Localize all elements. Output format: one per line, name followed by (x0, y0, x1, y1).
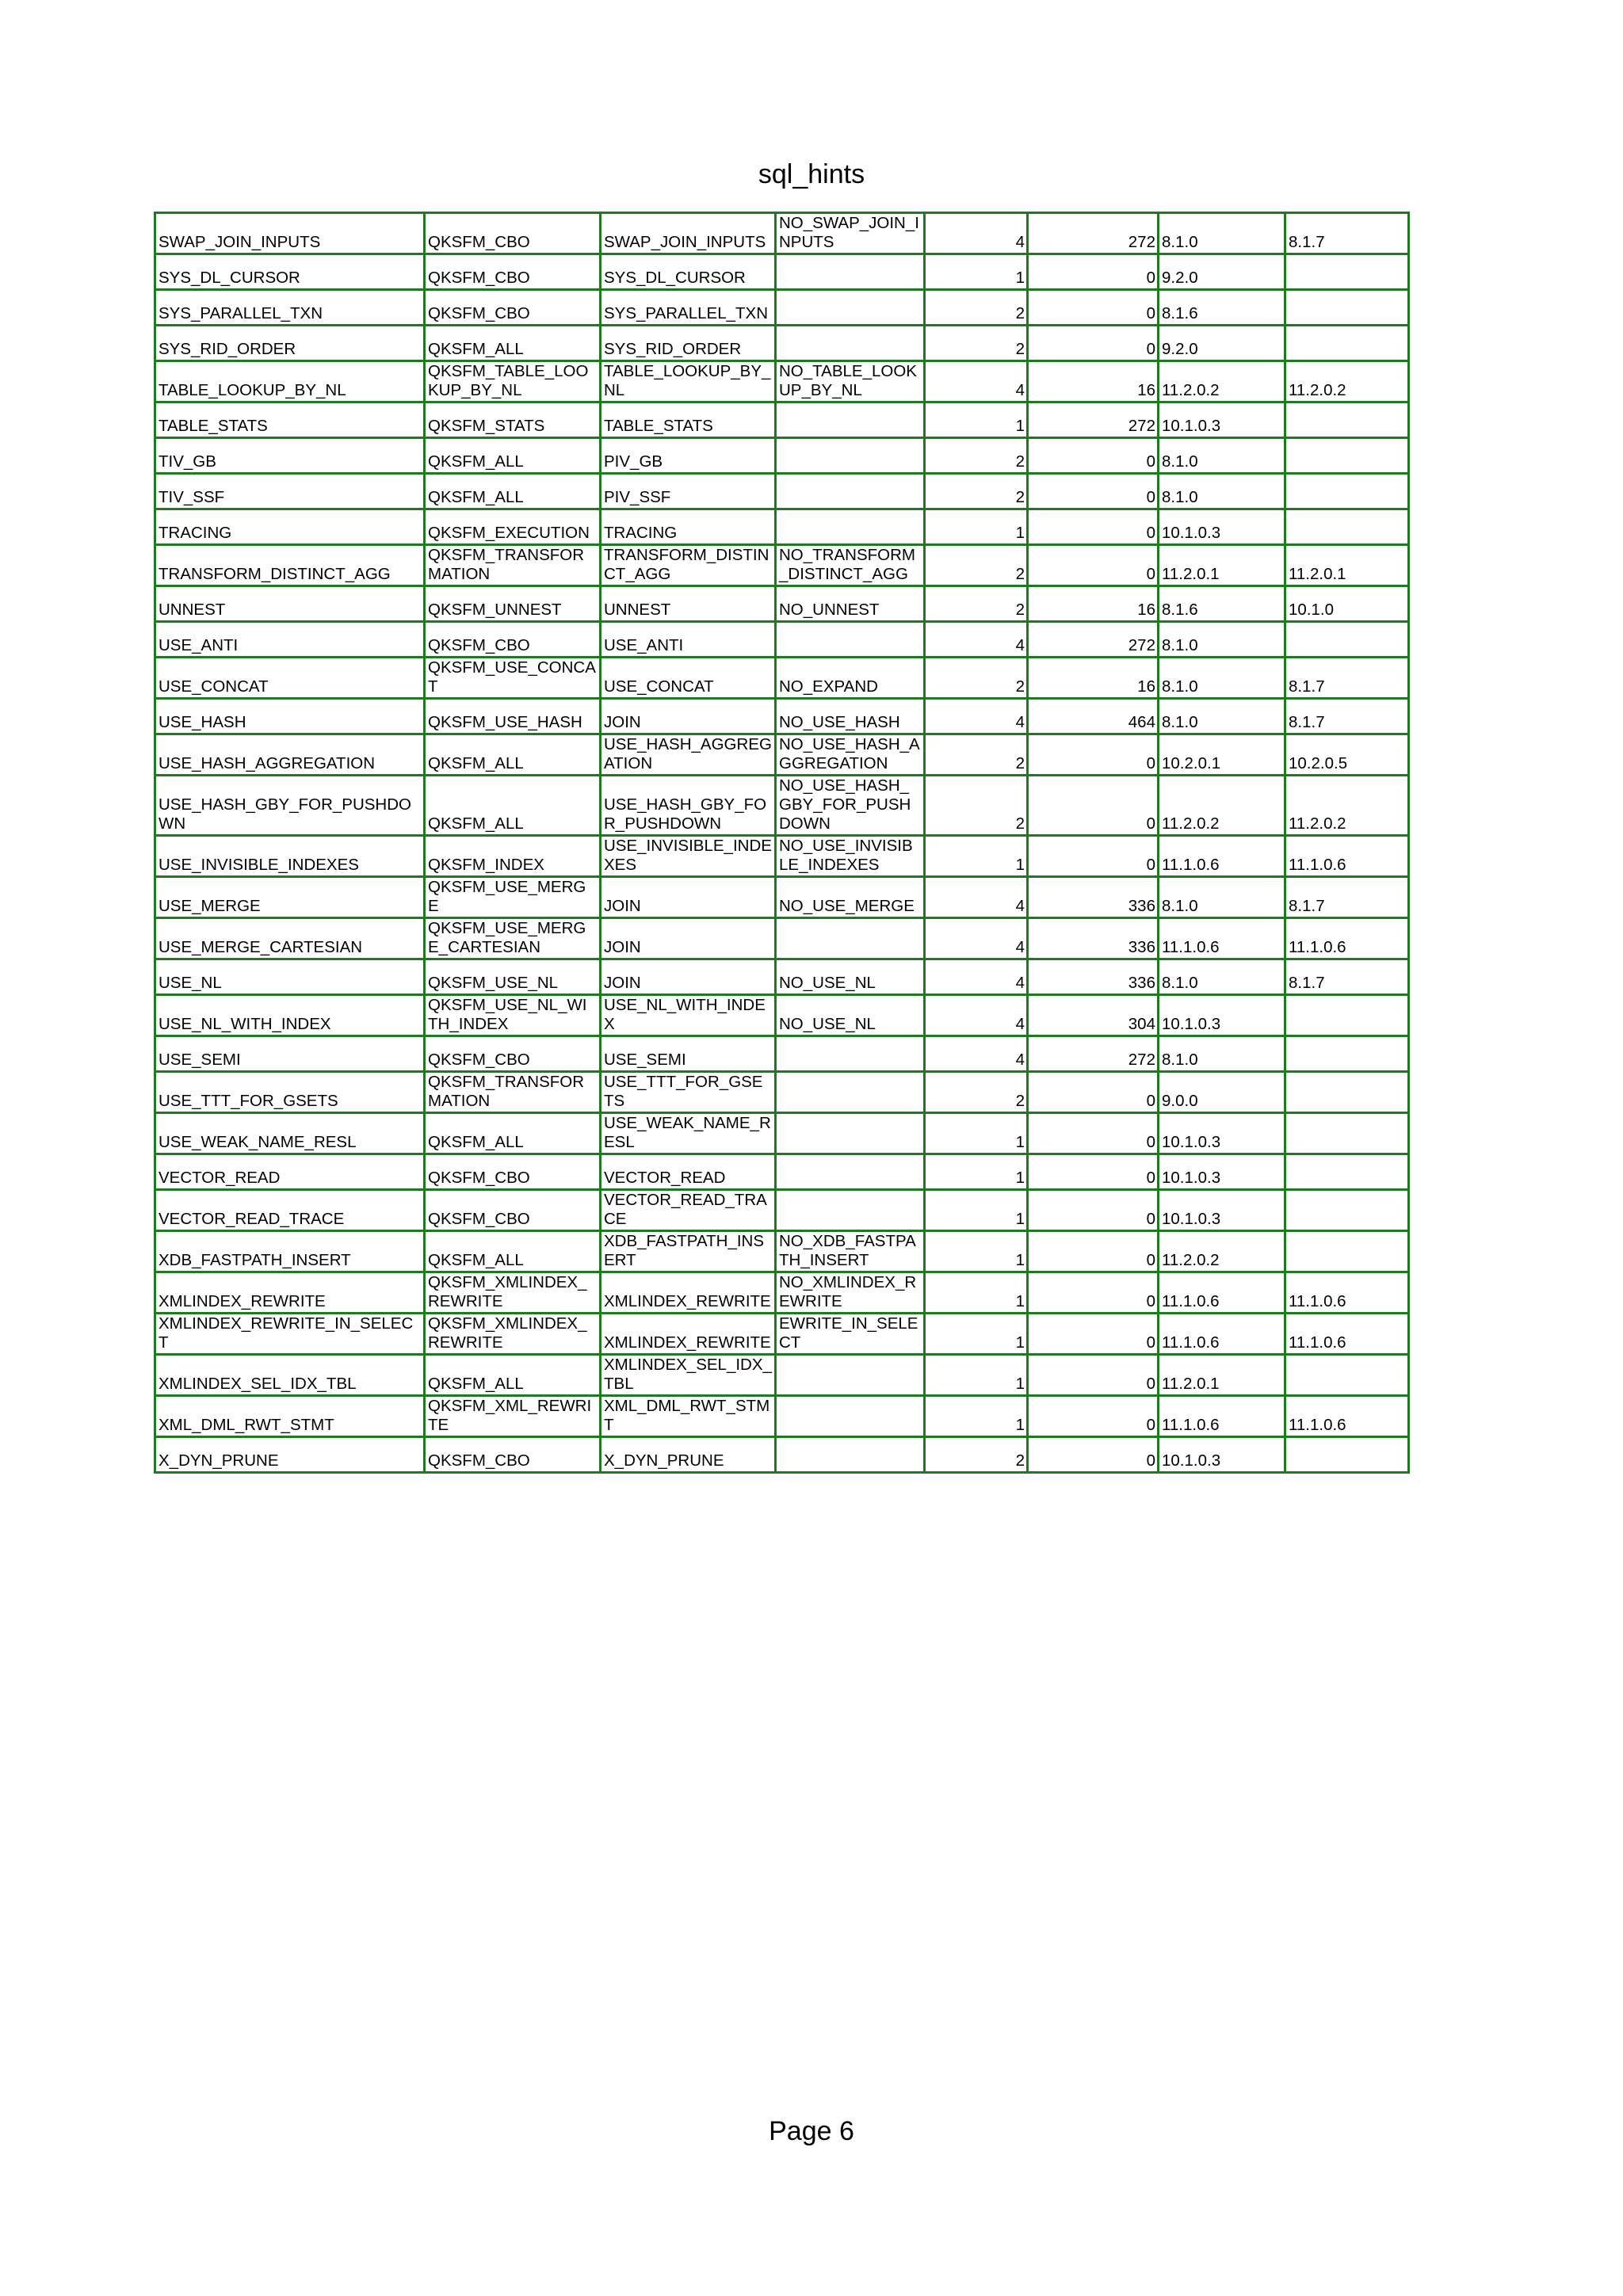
cell-inverse (776, 1437, 925, 1473)
cell-class: SYS_PARALLEL_TXN (601, 290, 776, 326)
cell-target-level: 1 (925, 1190, 1028, 1231)
cell-sql-feature: QKSFM_CBO (425, 1437, 601, 1473)
cell-property: 336 (1028, 877, 1159, 918)
cell-sql-feature: QKSFM_CBO (425, 1190, 601, 1231)
cell-hint-name: TIV_GB (155, 438, 425, 474)
cell-property: 272 (1028, 622, 1159, 658)
cell-version: 9.2.0 (1159, 254, 1285, 290)
table-row (155, 213, 1409, 254)
cell-sql-feature: QKSFM_TRANSFOR MATION (425, 545, 601, 586)
table-row (155, 586, 1409, 622)
cell-class: JOIN (601, 699, 776, 734)
cell-version-outline (1285, 1190, 1409, 1231)
cell-class: TRACING (601, 509, 776, 545)
cell-property: 0 (1028, 254, 1159, 290)
cell-target-level: 2 (925, 776, 1028, 836)
cell-sql-feature: QKSFM_EXECUTION (425, 509, 601, 545)
cell-class: USE_NL_WITH_INDE X (601, 995, 776, 1036)
cell-target-level: 1 (925, 836, 1028, 877)
cell-sql-feature: QKSFM_USE_HASH (425, 699, 601, 734)
cell-inverse (776, 1396, 925, 1437)
cell-hint-name: USE_WEAK_NAME_RESL (155, 1113, 425, 1154)
cell-hint-name: XMLINDEX_SEL_IDX_TBL (155, 1355, 425, 1396)
table-row (155, 776, 1409, 836)
cell-version-outline: 10.1.0 (1285, 586, 1409, 622)
cell-sql-feature: QKSFM_UNNEST (425, 586, 601, 622)
cell-hint-name: TRANSFORM_DISTINCT_AGG (155, 545, 425, 586)
cell-hint-name: USE_HASH (155, 699, 425, 734)
cell-hint-name: XDB_FASTPATH_INSERT (155, 1231, 425, 1272)
cell-version: 8.1.0 (1159, 699, 1285, 734)
cell-property: 0 (1028, 1396, 1159, 1437)
cell-inverse (776, 326, 925, 361)
cell-sql-feature: QKSFM_XML_REWRI TE (425, 1396, 601, 1437)
cell-property: 0 (1028, 1437, 1159, 1473)
cell-inverse (776, 918, 925, 959)
cell-inverse (776, 1154, 925, 1190)
cell-hint-name: USE_INVISIBLE_INDEXES (155, 836, 425, 877)
cell-version-outline (1285, 622, 1409, 658)
cell-class: USE_ANTI (601, 622, 776, 658)
cell-hint-name: SYS_RID_ORDER (155, 326, 425, 361)
cell-property: 0 (1028, 290, 1159, 326)
cell-hint-name: USE_MERGE_CARTESIAN (155, 918, 425, 959)
cell-inverse: NO_USE_HASH_ GBY_FOR_PUSH DOWN (776, 776, 925, 836)
cell-target-level: 2 (925, 545, 1028, 586)
cell-sql-feature: QKSFM_ALL (425, 1355, 601, 1396)
cell-hint-name: USE_HASH_AGGREGATION (155, 734, 425, 776)
page-title: sql_hints (758, 159, 865, 189)
table-row (155, 402, 1409, 438)
table-row (155, 1154, 1409, 1190)
cell-inverse: NO_USE_NL (776, 959, 925, 995)
cell-property: 0 (1028, 545, 1159, 586)
cell-version: 8.1.0 (1159, 1036, 1285, 1072)
cell-version-outline: 11.2.0.2 (1285, 361, 1409, 402)
cell-property: 464 (1028, 699, 1159, 734)
table-row (155, 1036, 1409, 1072)
cell-target-level: 1 (925, 1272, 1028, 1314)
page-number: Page 6 (769, 2116, 854, 2146)
cell-class: JOIN (601, 877, 776, 918)
table-row (155, 361, 1409, 402)
cell-inverse (776, 254, 925, 290)
cell-class: TRANSFORM_DISTIN CT_AGG (601, 545, 776, 586)
cell-version-outline (1285, 1355, 1409, 1396)
cell-inverse: NO_USE_NL (776, 995, 925, 1036)
cell-version-outline (1285, 1113, 1409, 1154)
table-row (155, 836, 1409, 877)
cell-class: USE_CONCAT (601, 658, 776, 699)
cell-class: UNNEST (601, 586, 776, 622)
table-row (155, 1396, 1409, 1437)
cell-sql-feature: QKSFM_ALL (425, 1113, 601, 1154)
cell-class: XMLINDEX_REWRITE (601, 1314, 776, 1355)
cell-inverse (776, 1072, 925, 1113)
cell-inverse: NO_TRANSFORM _DISTINCT_AGG (776, 545, 925, 586)
table-row (155, 290, 1409, 326)
cell-hint-name: USE_CONCAT (155, 658, 425, 699)
cell-version: 8.1.6 (1159, 290, 1285, 326)
cell-class: USE_HASH_AGGREG ATION (601, 734, 776, 776)
table-row (155, 658, 1409, 699)
cell-sql-feature: QKSFM_ALL (425, 326, 601, 361)
cell-version: 8.1.0 (1159, 213, 1285, 254)
cell-sql-feature: QKSFM_CBO (425, 254, 601, 290)
table-row (155, 1113, 1409, 1154)
cell-target-level: 2 (925, 586, 1028, 622)
cell-hint-name: XMLINDEX_REWRITE (155, 1272, 425, 1314)
cell-version-outline: 11.1.0.6 (1285, 1314, 1409, 1355)
cell-version: 10.1.0.3 (1159, 1190, 1285, 1231)
cell-version-outline: 11.1.0.6 (1285, 836, 1409, 877)
cell-version-outline: 11.2.0.1 (1285, 545, 1409, 586)
cell-class: SYS_DL_CURSOR (601, 254, 776, 290)
cell-version: 10.1.0.3 (1159, 995, 1285, 1036)
cell-inverse (776, 509, 925, 545)
cell-inverse (776, 402, 925, 438)
table-row (155, 734, 1409, 776)
cell-class: JOIN (601, 959, 776, 995)
cell-hint-name: USE_TTT_FOR_GSETS (155, 1072, 425, 1113)
cell-property: 16 (1028, 658, 1159, 699)
cell-version-outline: 11.1.0.6 (1285, 1272, 1409, 1314)
cell-class: TABLE_STATS (601, 402, 776, 438)
cell-class: USE_WEAK_NAME_R ESL (601, 1113, 776, 1154)
cell-property: 0 (1028, 1314, 1159, 1355)
cell-sql-feature: QKSFM_CBO (425, 213, 601, 254)
cell-property: 272 (1028, 213, 1159, 254)
cell-hint-name: SWAP_JOIN_INPUTS (155, 213, 425, 254)
cell-version: 8.1.0 (1159, 622, 1285, 658)
cell-version: 10.1.0.3 (1159, 1154, 1285, 1190)
cell-target-level: 4 (925, 622, 1028, 658)
cell-sql-feature: QKSFM_TRANSFOR MATION (425, 1072, 601, 1113)
cell-hint-name: VECTOR_READ_TRACE (155, 1190, 425, 1231)
cell-hint-name: USE_HASH_GBY_FOR_PUSHDO WN (155, 776, 425, 836)
cell-version-outline (1285, 509, 1409, 545)
cell-hint-name: X_DYN_PRUNE (155, 1437, 425, 1473)
cell-hint-name: USE_NL (155, 959, 425, 995)
table-row (155, 1231, 1409, 1272)
cell-property: 304 (1028, 995, 1159, 1036)
cell-inverse: NO_XMLINDEX_R EWRITE (776, 1272, 925, 1314)
cell-hint-name: UNNEST (155, 586, 425, 622)
cell-target-level: 4 (925, 877, 1028, 918)
cell-target-level: 2 (925, 326, 1028, 361)
cell-sql-feature: QKSFM_USE_NL_WI TH_INDEX (425, 995, 601, 1036)
cell-version: 11.2.0.2 (1159, 361, 1285, 402)
cell-sql-feature: QKSFM_USE_MERG E_CARTESIAN (425, 918, 601, 959)
cell-target-level: 1 (925, 1231, 1028, 1272)
cell-property: 16 (1028, 586, 1159, 622)
cell-inverse (776, 474, 925, 509)
cell-sql-feature: QKSFM_XMLINDEX_ REWRITE (425, 1314, 601, 1355)
cell-hint-name: SYS_DL_CURSOR (155, 254, 425, 290)
cell-property: 0 (1028, 1190, 1159, 1231)
cell-version: 11.2.0.1 (1159, 1355, 1285, 1396)
table-row (155, 545, 1409, 586)
cell-property: 272 (1028, 1036, 1159, 1072)
cell-inverse: NO_EXPAND (776, 658, 925, 699)
cell-inverse: NO_TABLE_LOOK UP_BY_NL (776, 361, 925, 402)
cell-version-outline (1285, 326, 1409, 361)
cell-property: 0 (1028, 1072, 1159, 1113)
cell-property: 0 (1028, 326, 1159, 361)
cell-target-level: 4 (925, 918, 1028, 959)
cell-version: 11.1.0.6 (1159, 1396, 1285, 1437)
cell-version-outline: 8.1.7 (1285, 877, 1409, 918)
cell-class: XMLINDEX_SEL_IDX_ TBL (601, 1355, 776, 1396)
cell-inverse: NO_USE_HASH (776, 699, 925, 734)
cell-version-outline: 8.1.7 (1285, 213, 1409, 254)
cell-class: XMLINDEX_REWRITE (601, 1272, 776, 1314)
cell-class: VECTOR_READ (601, 1154, 776, 1190)
cell-version-outline (1285, 1036, 1409, 1072)
cell-version: 11.2.0.2 (1159, 1231, 1285, 1272)
cell-hint-name: SYS_PARALLEL_TXN (155, 290, 425, 326)
cell-version-outline: 8.1.7 (1285, 658, 1409, 699)
table-row (155, 877, 1409, 918)
cell-sql-feature: QKSFM_USE_MERG E (425, 877, 601, 918)
cell-target-level: 4 (925, 699, 1028, 734)
cell-target-level: 1 (925, 1355, 1028, 1396)
cell-inverse (776, 1355, 925, 1396)
cell-inverse: NO_SWAP_JOIN_I NPUTS (776, 213, 925, 254)
cell-version: 10.1.0.3 (1159, 1437, 1285, 1473)
table-row (155, 326, 1409, 361)
cell-property: 0 (1028, 734, 1159, 776)
cell-hint-name: TRACING (155, 509, 425, 545)
cell-sql-feature: QKSFM_ALL (425, 734, 601, 776)
table-row (155, 699, 1409, 734)
table-row (155, 509, 1409, 545)
cell-class: JOIN (601, 918, 776, 959)
cell-hint-name: TABLE_STATS (155, 402, 425, 438)
table-row (155, 959, 1409, 995)
cell-target-level: 1 (925, 1113, 1028, 1154)
cell-sql-feature: QKSFM_XMLINDEX_ REWRITE (425, 1272, 601, 1314)
cell-version: 8.1.0 (1159, 959, 1285, 995)
cell-version: 11.2.0.2 (1159, 776, 1285, 836)
cell-class: X_DYN_PRUNE (601, 1437, 776, 1473)
cell-inverse (776, 438, 925, 474)
cell-sql-feature: QKSFM_CBO (425, 1036, 601, 1072)
cell-sql-feature: QKSFM_ALL (425, 776, 601, 836)
cell-sql-feature: QKSFM_USE_CONCA T (425, 658, 601, 699)
cell-inverse (776, 622, 925, 658)
cell-property: 0 (1028, 1272, 1159, 1314)
cell-version: 11.1.0.6 (1159, 1314, 1285, 1355)
cell-hint-name: USE_SEMI (155, 1036, 425, 1072)
cell-sql-feature: QKSFM_ALL (425, 1231, 601, 1272)
cell-sql-feature: QKSFM_STATS (425, 402, 601, 438)
cell-version: 8.1.0 (1159, 658, 1285, 699)
cell-version: 10.1.0.3 (1159, 509, 1285, 545)
cell-version: 11.2.0.1 (1159, 545, 1285, 586)
cell-hint-name: XMLINDEX_REWRITE_IN_SELEC T (155, 1314, 425, 1355)
cell-sql-feature: QKSFM_ALL (425, 438, 601, 474)
cell-target-level: 2 (925, 1072, 1028, 1113)
cell-inverse: NO_UNNEST (776, 586, 925, 622)
table-row (155, 1437, 1409, 1473)
cell-version-outline (1285, 474, 1409, 509)
cell-inverse: EWRITE_IN_SELE CT (776, 1314, 925, 1355)
cell-property: 0 (1028, 438, 1159, 474)
cell-property: 0 (1028, 474, 1159, 509)
cell-target-level: 1 (925, 509, 1028, 545)
table-row (155, 622, 1409, 658)
cell-class: SYS_RID_ORDER (601, 326, 776, 361)
cell-sql-feature: QKSFM_INDEX (425, 836, 601, 877)
cell-target-level: 2 (925, 1437, 1028, 1473)
cell-property: 16 (1028, 361, 1159, 402)
cell-version: 8.1.0 (1159, 474, 1285, 509)
table-row (155, 1072, 1409, 1113)
cell-sql-feature: QKSFM_CBO (425, 622, 601, 658)
table-row (155, 1190, 1409, 1231)
cell-hint-name: USE_ANTI (155, 622, 425, 658)
cell-sql-feature: QKSFM_USE_NL (425, 959, 601, 995)
cell-property: 0 (1028, 509, 1159, 545)
cell-version: 10.1.0.3 (1159, 1113, 1285, 1154)
cell-target-level: 4 (925, 995, 1028, 1036)
cell-inverse: NO_USE_MERGE (776, 877, 925, 918)
cell-version: 10.2.0.1 (1159, 734, 1285, 776)
cell-class: XML_DML_RWT_STM T (601, 1396, 776, 1437)
table-row (155, 1355, 1409, 1396)
cell-property: 0 (1028, 776, 1159, 836)
cell-version-outline (1285, 995, 1409, 1036)
cell-version: 8.1.0 (1159, 877, 1285, 918)
cell-inverse: NO_USE_HASH_A GGREGATION (776, 734, 925, 776)
cell-version-outline (1285, 1437, 1409, 1473)
cell-property: 0 (1028, 1154, 1159, 1190)
cell-version: 8.1.6 (1159, 586, 1285, 622)
cell-target-level: 4 (925, 959, 1028, 995)
cell-target-level: 2 (925, 438, 1028, 474)
cell-version: 9.2.0 (1159, 326, 1285, 361)
table-row (155, 995, 1409, 1036)
cell-inverse: NO_XDB_FASTPA TH_INSERT (776, 1231, 925, 1272)
cell-version-outline (1285, 1072, 1409, 1113)
cell-version: 9.0.0 (1159, 1072, 1285, 1113)
cell-inverse (776, 1036, 925, 1072)
cell-sql-feature: QKSFM_CBO (425, 1154, 601, 1190)
table-row (155, 254, 1409, 290)
cell-hint-name: VECTOR_READ (155, 1154, 425, 1190)
cell-version-outline (1285, 438, 1409, 474)
cell-target-level: 1 (925, 402, 1028, 438)
cell-target-level: 1 (925, 254, 1028, 290)
cell-inverse (776, 290, 925, 326)
cell-version-outline: 10.2.0.5 (1285, 734, 1409, 776)
cell-hint-name: TABLE_LOOKUP_BY_NL (155, 361, 425, 402)
cell-class: USE_SEMI (601, 1036, 776, 1072)
cell-class: XDB_FASTPATH_INS ERT (601, 1231, 776, 1272)
cell-class: USE_HASH_GBY_FO R_PUSHDOWN (601, 776, 776, 836)
cell-version-outline: 11.1.0.6 (1285, 918, 1409, 959)
table-row (155, 474, 1409, 509)
cell-hint-name: USE_MERGE (155, 877, 425, 918)
cell-target-level: 1 (925, 1314, 1028, 1355)
cell-property: 0 (1028, 1113, 1159, 1154)
table-row (155, 438, 1409, 474)
cell-version-outline: 11.2.0.2 (1285, 776, 1409, 836)
cell-class: VECTOR_READ_TRA CE (601, 1190, 776, 1231)
cell-sql-feature: QKSFM_TABLE_LOO KUP_BY_NL (425, 361, 601, 402)
table-row (155, 918, 1409, 959)
cell-inverse (776, 1190, 925, 1231)
cell-inverse (776, 1113, 925, 1154)
cell-target-level: 1 (925, 1396, 1028, 1437)
cell-version-outline (1285, 402, 1409, 438)
cell-property: 0 (1028, 836, 1159, 877)
cell-property: 272 (1028, 402, 1159, 438)
cell-target-level: 2 (925, 290, 1028, 326)
sql-hints-table (154, 212, 1410, 1474)
cell-hint-name: USE_NL_WITH_INDEX (155, 995, 425, 1036)
cell-property: 0 (1028, 1355, 1159, 1396)
cell-class: PIV_GB (601, 438, 776, 474)
table-row (155, 1314, 1409, 1355)
cell-class: TABLE_LOOKUP_BY_ NL (601, 361, 776, 402)
cell-version-outline: 8.1.7 (1285, 959, 1409, 995)
cell-version: 11.1.0.6 (1159, 1272, 1285, 1314)
cell-class: USE_TTT_FOR_GSE TS (601, 1072, 776, 1113)
cell-hint-name: TIV_SSF (155, 474, 425, 509)
cell-version-outline (1285, 1154, 1409, 1190)
cell-target-level: 2 (925, 658, 1028, 699)
cell-target-level: 4 (925, 361, 1028, 402)
cell-target-level: 4 (925, 213, 1028, 254)
cell-version-outline (1285, 1231, 1409, 1272)
cell-sql-feature: QKSFM_ALL (425, 474, 601, 509)
cell-version-outline: 11.1.0.6 (1285, 1396, 1409, 1437)
cell-target-level: 4 (925, 1036, 1028, 1072)
cell-class: USE_INVISIBLE_INDE XES (601, 836, 776, 877)
cell-inverse: NO_USE_INVISIB LE_INDEXES (776, 836, 925, 877)
cell-version: 11.1.0.6 (1159, 918, 1285, 959)
cell-version: 8.1.0 (1159, 438, 1285, 474)
cell-hint-name: XML_DML_RWT_STMT (155, 1396, 425, 1437)
cell-version-outline: 8.1.7 (1285, 699, 1409, 734)
cell-property: 336 (1028, 918, 1159, 959)
cell-version-outline (1285, 290, 1409, 326)
cell-target-level: 1 (925, 1154, 1028, 1190)
cell-class: SWAP_JOIN_INPUTS (601, 213, 776, 254)
cell-version: 11.1.0.6 (1159, 836, 1285, 877)
cell-property: 336 (1028, 959, 1159, 995)
cell-version: 10.1.0.3 (1159, 402, 1285, 438)
cell-version-outline (1285, 254, 1409, 290)
cell-target-level: 2 (925, 734, 1028, 776)
sql-hints-table-body (155, 213, 1409, 1473)
cell-target-level: 2 (925, 474, 1028, 509)
cell-property: 0 (1028, 1231, 1159, 1272)
cell-sql-feature: QKSFM_CBO (425, 290, 601, 326)
table-row (155, 1272, 1409, 1314)
cell-class: PIV_SSF (601, 474, 776, 509)
